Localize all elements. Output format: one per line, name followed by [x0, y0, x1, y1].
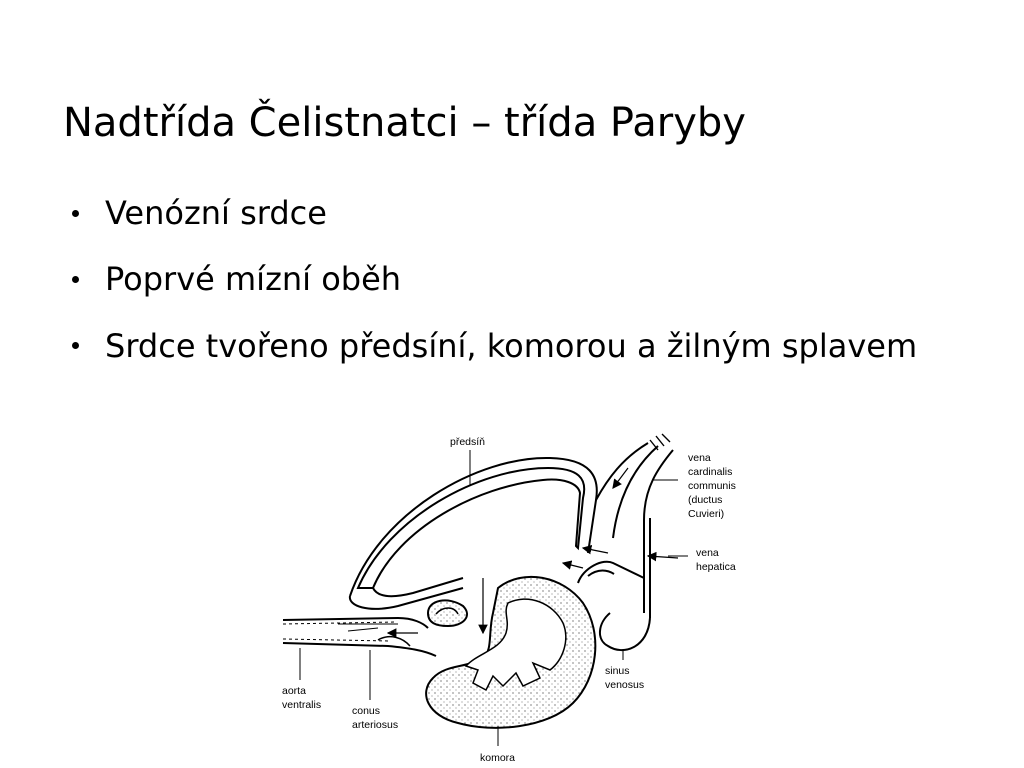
bullet-icon [72, 276, 79, 283]
label-vena-hepatica: vena hepatica [696, 547, 736, 573]
label-komora: komora [480, 752, 516, 764]
bullet-text: Venózní srdce [105, 194, 327, 232]
label-aorta-ventralis: aorta ventralis [282, 685, 322, 711]
bullet-item [72, 324, 932, 368]
conus-valve-upper [428, 600, 467, 626]
bullet-text: Srdce tvořeno předsíní, komorou a žilným splavem [105, 327, 918, 365]
bullet-icon [72, 210, 79, 217]
bullet-item [72, 192, 932, 234]
flow-arrow [563, 563, 583, 568]
bullet-list [72, 192, 932, 392]
flow-arrow [583, 548, 608, 553]
fish-heart-diagram [278, 428, 758, 768]
label-vena-cardinalis: vena cardinalis communis (ductus Cuvieri) [688, 452, 736, 520]
bullet-text: Poprvé mízní oběh [105, 260, 402, 298]
atrium-wall-outer [350, 458, 597, 596]
label-conus-arteriosus: conus arteriosus [352, 705, 399, 731]
bullet-icon [72, 342, 79, 349]
label-sinus-venosus: sinus venosus [605, 665, 645, 691]
slide-title: Nadtřída Čelistnatci – třída Paryby [63, 99, 746, 146]
vena-cardinalis-duct [596, 443, 648, 500]
heart-drawing [278, 428, 758, 768]
bullet-item [72, 258, 932, 300]
label-predsin: předsíň [450, 436, 486, 448]
